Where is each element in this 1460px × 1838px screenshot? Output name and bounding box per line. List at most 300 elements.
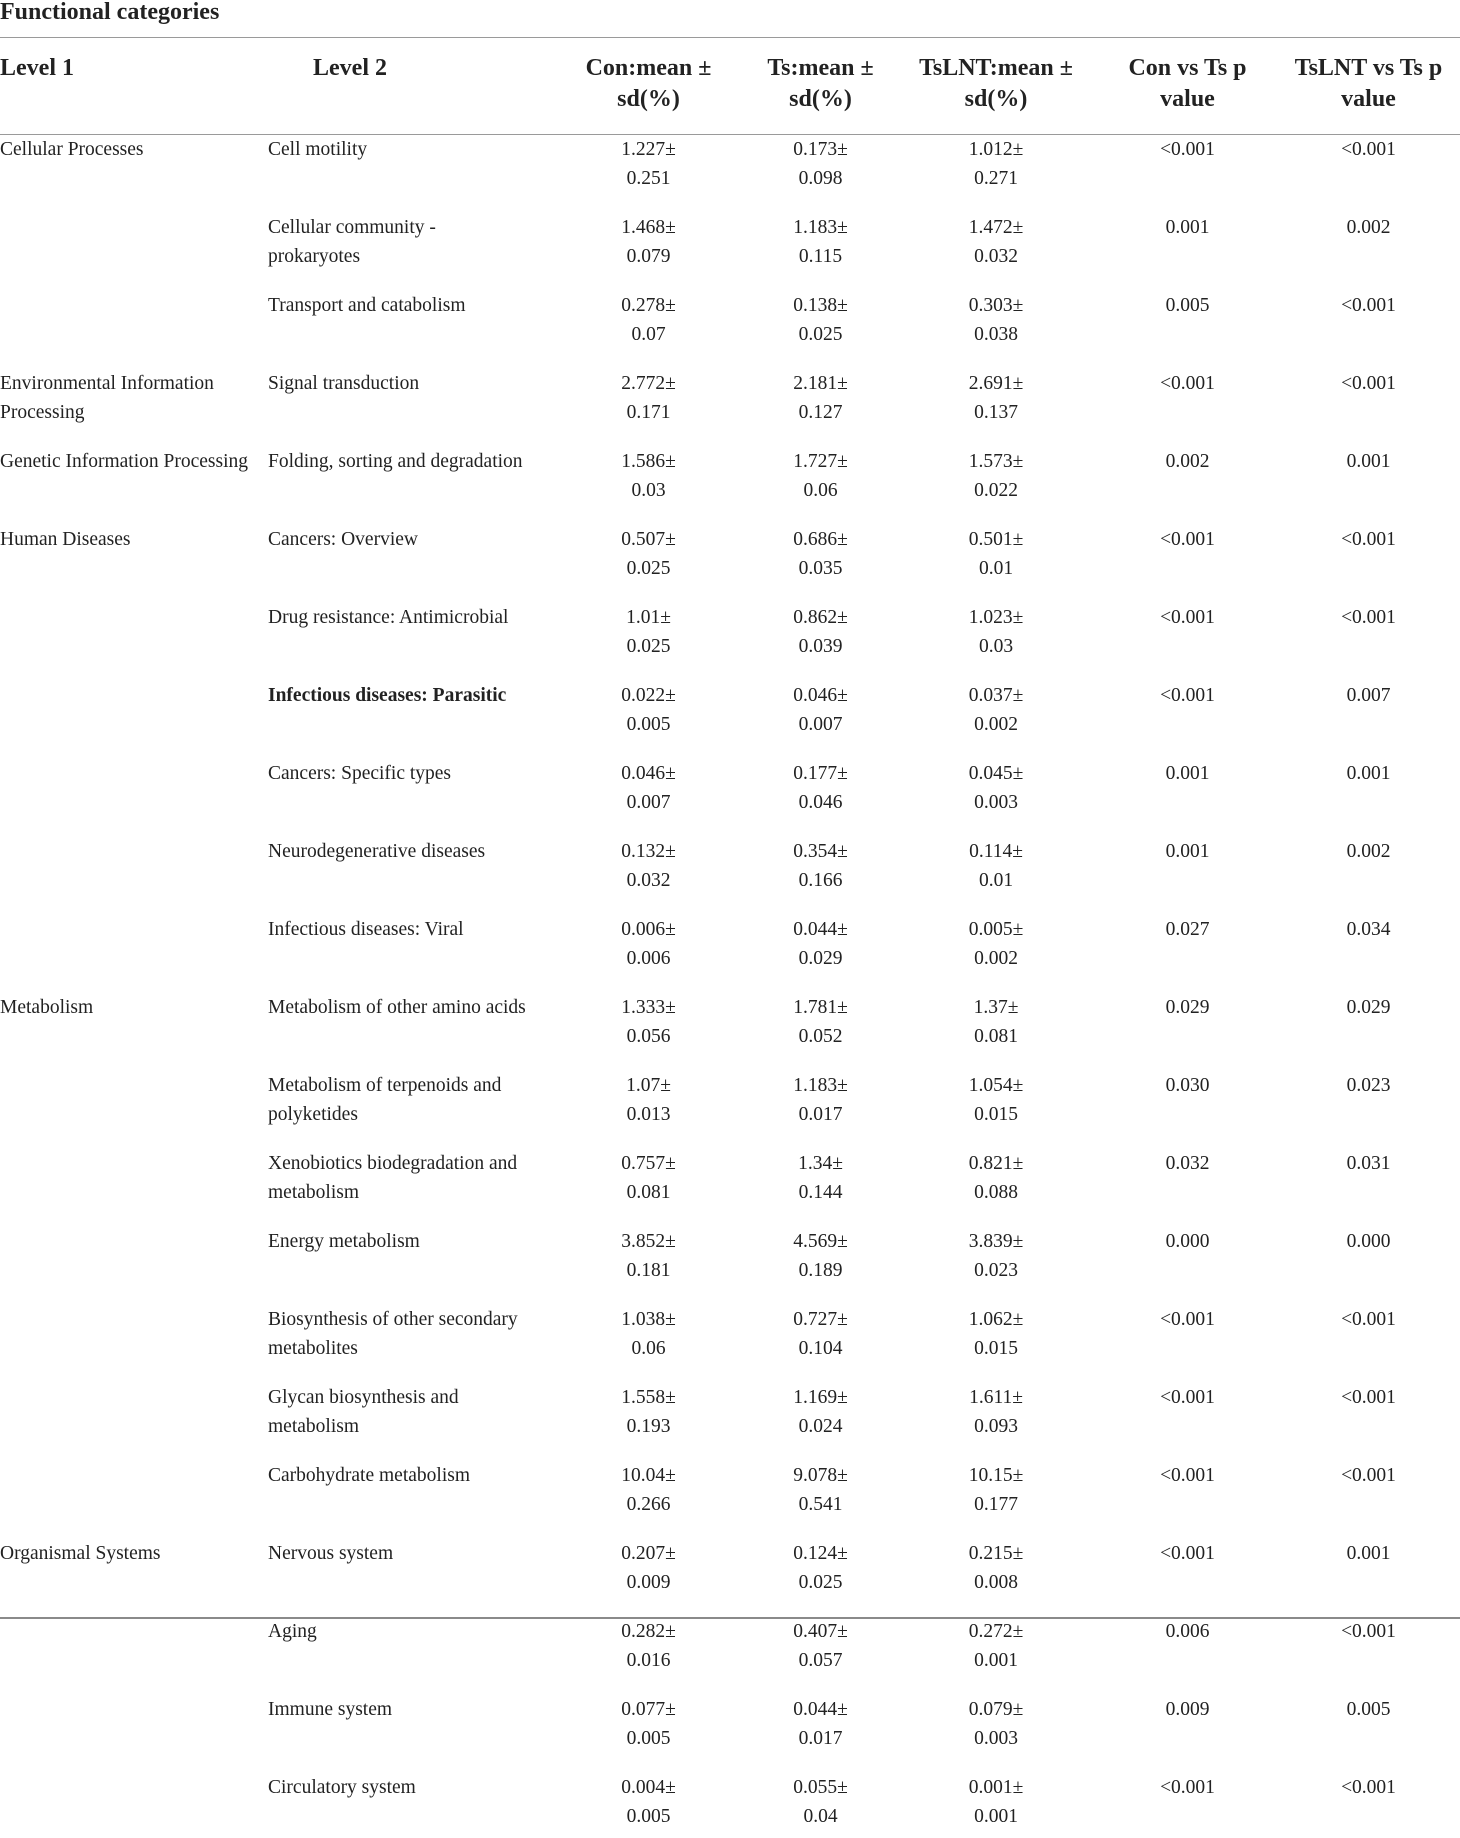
tslnt-cell — [894, 1448, 1098, 1526]
ts-mean: 0.862± — [793, 607, 848, 628]
level1-cell — [0, 1448, 268, 1526]
level2-text: Folding, sorting and degradation — [268, 451, 523, 472]
level1-cell — [0, 115, 268, 200]
tslnt-sd: 0.023 — [974, 1259, 1018, 1281]
con-cell — [550, 1214, 747, 1292]
level2-cell — [268, 668, 550, 746]
ts-sd: 0.104 — [798, 1337, 843, 1359]
con-sd: 0.193 — [626, 1415, 671, 1437]
level2-cell — [268, 1760, 550, 1838]
p-tslnt-ts-value: <0.001 — [1341, 529, 1396, 550]
p-tslnt-ts-value: <0.001 — [1341, 295, 1396, 316]
p-tslnt-ts-cell — [1277, 1682, 1460, 1760]
p-tslnt-ts-cell — [1277, 1292, 1460, 1370]
level2-cell — [268, 115, 550, 200]
ts-cell — [747, 668, 894, 746]
tslnt-sd: 0.088 — [974, 1181, 1018, 1203]
con-cell — [550, 1604, 747, 1682]
tslnt-sd: 0.271 — [974, 167, 1018, 189]
ts-cell — [747, 1214, 894, 1292]
tslnt-sd: 0.081 — [974, 1025, 1018, 1047]
tslnt-sd: 0.03 — [978, 635, 1014, 657]
con-mean: 0.507± — [621, 529, 676, 550]
tslnt-cell — [894, 200, 1098, 278]
con-cell — [550, 590, 747, 668]
ts-mean: 0.686± — [793, 529, 848, 550]
ts-mean: 1.183± — [793, 217, 848, 238]
ts-sd: 0.189 — [798, 1259, 843, 1281]
p-con-ts-cell — [1098, 115, 1277, 200]
level2-cell — [268, 1604, 550, 1682]
header-p-con-ts-line1: Con vs Ts p — [1128, 55, 1247, 81]
con-cell — [550, 1448, 747, 1526]
ts-sd: 0.115 — [798, 245, 843, 267]
con-cell — [550, 1136, 747, 1214]
p-con-ts-value: <0.001 — [1160, 1465, 1215, 1486]
con-mean: 1.227± — [621, 139, 676, 160]
p-con-ts-cell — [1098, 668, 1277, 746]
p-con-ts-cell — [1098, 980, 1277, 1058]
ts-sd: 0.017 — [798, 1103, 843, 1125]
ts-cell — [747, 1448, 894, 1526]
p-tslnt-ts-value: 0.002 — [1346, 841, 1391, 862]
con-cell — [550, 668, 747, 746]
p-con-ts-value: <0.001 — [1160, 1777, 1215, 1798]
p-tslnt-ts-value: 0.029 — [1346, 997, 1391, 1018]
p-tslnt-ts-cell — [1277, 356, 1460, 434]
header-con-line1: Con:mean ± — [585, 55, 712, 81]
table-row — [0, 668, 1460, 746]
table-row — [0, 1682, 1460, 1760]
p-con-ts-value: <0.001 — [1160, 373, 1215, 394]
header-tslnt-line2: sd(%) — [964, 86, 1028, 112]
tslnt-cell — [894, 1058, 1098, 1136]
level2-cell — [268, 434, 550, 512]
ts-cell — [747, 1370, 894, 1448]
tslnt-sd: 0.032 — [974, 245, 1018, 267]
con-sd: 0.079 — [626, 245, 671, 267]
p-con-ts-cell — [1098, 200, 1277, 278]
p-con-ts-value: 0.001 — [1165, 763, 1210, 784]
tslnt-mean: 0.045± — [968, 763, 1024, 784]
ts-sd: 0.024 — [798, 1415, 843, 1437]
table-row — [0, 902, 1460, 980]
level2-text: Drug resistance: Antimicrobial — [268, 607, 509, 628]
ts-mean: 1.183± — [793, 1075, 848, 1096]
tslnt-mean: 0.303± — [968, 295, 1024, 316]
p-con-ts-value: <0.001 — [1160, 1543, 1215, 1564]
level1-cell — [0, 434, 268, 512]
header-p-tslnt-ts — [1277, 0, 1460, 115]
level2-text: Aging — [268, 1621, 317, 1642]
con-mean: 0.004± — [621, 1777, 676, 1798]
tslnt-mean: 1.573± — [968, 451, 1024, 472]
tslnt-sd: 0.093 — [974, 1415, 1018, 1437]
level1-cell — [0, 1526, 268, 1604]
con-mean: 1.333± — [621, 997, 676, 1018]
table-header — [0, 0, 1460, 115]
ts-cell — [747, 512, 894, 590]
ts-mean: 1.727± — [793, 451, 848, 472]
con-cell — [550, 278, 747, 356]
ts-cell — [747, 824, 894, 902]
level2-cell — [268, 356, 550, 434]
table-row — [0, 1448, 1460, 1526]
tslnt-cell — [894, 512, 1098, 590]
p-con-ts-value: <0.001 — [1160, 1309, 1215, 1330]
p-con-ts-value: 0.006 — [1165, 1621, 1210, 1642]
level1-cell — [0, 512, 268, 590]
ts-sd: 0.098 — [798, 167, 843, 189]
p-con-ts-value: <0.001 — [1160, 1387, 1215, 1408]
con-cell — [550, 356, 747, 434]
level1-text: Organismal Systems — [0, 1543, 161, 1564]
ts-sd: 0.025 — [798, 1571, 843, 1593]
ts-mean: 0.124± — [793, 1543, 848, 1564]
p-tslnt-ts-value: 0.034 — [1346, 919, 1391, 940]
p-con-ts-value: <0.001 — [1160, 685, 1215, 706]
con-mean: 1.586± — [621, 451, 676, 472]
tslnt-sd: 0.003 — [974, 1727, 1018, 1749]
level1-cell — [0, 278, 268, 356]
p-con-ts-value: 0.027 — [1165, 919, 1210, 940]
p-con-ts-value: <0.001 — [1160, 139, 1215, 160]
tslnt-mean: 1.062± — [968, 1309, 1024, 1330]
con-mean: 0.077± — [621, 1699, 676, 1720]
p-tslnt-ts-value: <0.001 — [1341, 1777, 1396, 1798]
con-sd: 0.181 — [626, 1259, 671, 1281]
level1-text: Human Diseases — [0, 529, 131, 550]
tslnt-mean: 1.472± — [968, 217, 1024, 238]
tslnt-cell — [894, 434, 1098, 512]
ts-sd: 0.029 — [798, 947, 843, 969]
tslnt-mean: 0.215± — [968, 1543, 1024, 1564]
table-row — [0, 356, 1460, 434]
header-level1-label: Level 1 — [0, 55, 74, 81]
con-sd: 0.007 — [626, 791, 671, 813]
tslnt-mean: 0.114± — [969, 841, 1023, 862]
con-cell — [550, 1292, 747, 1370]
header-p-tslnt-ts-line1: TsLNT vs Ts p — [1294, 55, 1443, 81]
p-tslnt-ts-value: <0.001 — [1341, 607, 1396, 628]
table-row — [0, 1526, 1460, 1604]
level1-cell — [0, 980, 268, 1058]
ts-mean: 0.044± — [793, 1699, 848, 1720]
level2-cell — [268, 902, 550, 980]
p-con-ts-cell — [1098, 1214, 1277, 1292]
level2-cell — [268, 200, 550, 278]
ts-mean: 0.173± — [793, 139, 848, 160]
header-tslnt-line1: TsLNT:mean ± — [919, 55, 1073, 81]
con-mean: 0.132± — [621, 841, 676, 862]
ts-mean: 0.177± — [793, 763, 848, 784]
ts-sd: 0.025 — [798, 323, 843, 345]
ts-cell — [747, 1058, 894, 1136]
p-tslnt-ts-cell — [1277, 902, 1460, 980]
p-tslnt-ts-value: <0.001 — [1341, 373, 1396, 394]
ts-sd: 0.06 — [803, 479, 838, 501]
ts-mean: 0.138± — [793, 295, 848, 316]
con-mean: 2.772± — [621, 373, 676, 394]
ts-cell — [747, 278, 894, 356]
p-con-ts-cell — [1098, 1526, 1277, 1604]
table-title: Functional categories — [0, 0, 220, 25]
con-mean: 0.278± — [621, 295, 676, 316]
p-tslnt-ts-value: 0.001 — [1346, 763, 1391, 784]
level2-text: Cancers: Specific types — [268, 763, 452, 784]
level1-cell — [0, 1058, 268, 1136]
level1-text: Genetic Information Processing — [0, 451, 249, 472]
p-con-ts-value: 0.005 — [1165, 295, 1210, 316]
tslnt-cell — [894, 590, 1098, 668]
ts-mean: 1.781± — [793, 997, 848, 1018]
tslnt-cell — [894, 1136, 1098, 1214]
table-row — [0, 746, 1460, 824]
level2-cell — [268, 980, 550, 1058]
con-sd: 0.009 — [626, 1571, 671, 1593]
ts-cell — [747, 590, 894, 668]
p-tslnt-ts-cell — [1277, 1058, 1460, 1136]
tslnt-sd: 0.01 — [978, 869, 1014, 891]
con-cell — [550, 1370, 747, 1448]
tslnt-mean: 0.037± — [968, 685, 1024, 706]
ts-mean: 0.407± — [793, 1621, 848, 1642]
p-tslnt-ts-value: 0.000 — [1346, 1231, 1391, 1252]
table-row — [0, 1604, 1460, 1682]
table-row — [0, 1370, 1460, 1448]
tslnt-sd: 0.022 — [974, 479, 1018, 501]
con-mean: 10.04± — [621, 1465, 676, 1486]
p-con-ts-value: 0.000 — [1165, 1231, 1210, 1252]
con-cell — [550, 200, 747, 278]
level1-cell — [0, 1370, 268, 1448]
level2-cell — [268, 1370, 550, 1448]
ts-sd: 0.057 — [798, 1649, 843, 1671]
p-con-ts-value: <0.001 — [1160, 607, 1215, 628]
tslnt-cell — [894, 1370, 1098, 1448]
p-tslnt-ts-cell — [1277, 980, 1460, 1058]
p-tslnt-ts-value: 0.007 — [1346, 685, 1391, 706]
table-body — [0, 115, 1460, 1838]
ts-mean: 1.34± — [798, 1153, 843, 1174]
ts-sd: 0.052 — [798, 1025, 843, 1047]
header-level2-label: Level 2 — [313, 55, 387, 81]
p-tslnt-ts-cell — [1277, 1760, 1460, 1838]
level2-cell — [268, 1526, 550, 1604]
p-tslnt-ts-value: <0.001 — [1341, 1621, 1396, 1642]
ts-sd: 0.144 — [798, 1181, 843, 1203]
con-mean: 0.757± — [621, 1153, 676, 1174]
tslnt-sd: 0.137 — [974, 401, 1018, 423]
p-tslnt-ts-cell — [1277, 200, 1460, 278]
p-tslnt-ts-cell — [1277, 1136, 1460, 1214]
ts-mean: 0.727± — [793, 1309, 848, 1330]
ts-sd: 0.541 — [798, 1493, 843, 1515]
con-mean: 1.07± — [626, 1075, 671, 1096]
p-con-ts-cell — [1098, 824, 1277, 902]
tslnt-mean: 1.054± — [968, 1075, 1024, 1096]
level1-cell — [0, 1136, 268, 1214]
level1-cell — [0, 200, 268, 278]
tslnt-sd: 0.015 — [974, 1337, 1018, 1359]
header-p-con-ts-line2: value — [1160, 86, 1215, 112]
p-tslnt-ts-value: <0.001 — [1341, 1387, 1396, 1408]
con-sd: 0.005 — [626, 1805, 671, 1827]
level2-text: Carbohydrate metabolism — [268, 1465, 470, 1486]
level1-cell — [0, 1760, 268, 1838]
con-cell — [550, 115, 747, 200]
tslnt-mean: 2.691± — [968, 373, 1024, 394]
con-sd: 0.266 — [626, 1493, 671, 1515]
table-row — [0, 1058, 1460, 1136]
table-row — [0, 980, 1460, 1058]
tslnt-cell — [894, 668, 1098, 746]
p-con-ts-cell — [1098, 1292, 1277, 1370]
p-con-ts-value: 0.001 — [1165, 841, 1210, 862]
level2-text: Cell motility — [268, 139, 368, 160]
con-sd: 0.032 — [626, 869, 671, 891]
con-cell — [550, 746, 747, 824]
tslnt-sd: 0.003 — [974, 791, 1018, 813]
p-tslnt-ts-value: 0.031 — [1346, 1153, 1391, 1174]
level2-cell — [268, 746, 550, 824]
ts-sd: 0.017 — [798, 1727, 843, 1749]
p-tslnt-ts-value: 0.005 — [1346, 1699, 1391, 1720]
level2-cell — [268, 1058, 550, 1136]
p-tslnt-ts-cell — [1277, 115, 1460, 200]
ts-cell — [747, 200, 894, 278]
tslnt-sd: 0.015 — [974, 1103, 1018, 1125]
header-con-line2: sd(%) — [617, 86, 680, 112]
level1-cell — [0, 746, 268, 824]
tslnt-mean: 1.37± — [973, 997, 1019, 1018]
header-p-con-ts — [1098, 0, 1277, 115]
p-tslnt-ts-value: 0.023 — [1346, 1075, 1391, 1096]
p-tslnt-ts-cell — [1277, 824, 1460, 902]
level1-cell — [0, 824, 268, 902]
level1-cell — [0, 356, 268, 434]
header-ts-line1: Ts:mean ± — [767, 55, 874, 81]
ts-sd: 0.039 — [798, 635, 843, 657]
level2-cell — [268, 1136, 550, 1214]
p-con-ts-cell — [1098, 1682, 1277, 1760]
tslnt-sd: 0.001 — [974, 1805, 1018, 1827]
tslnt-cell — [894, 1760, 1098, 1838]
tslnt-sd: 0.002 — [974, 947, 1018, 969]
p-con-ts-cell — [1098, 1058, 1277, 1136]
p-tslnt-ts-value: <0.001 — [1341, 1465, 1396, 1486]
p-con-ts-value: 0.029 — [1165, 997, 1210, 1018]
p-con-ts-cell — [1098, 512, 1277, 590]
tslnt-cell — [894, 115, 1098, 200]
ts-sd: 0.046 — [798, 791, 843, 813]
p-con-ts-cell — [1098, 1448, 1277, 1526]
con-mean: 0.046± — [621, 763, 676, 784]
ts-sd: 0.035 — [798, 557, 843, 579]
tslnt-mean: 0.005± — [968, 919, 1024, 940]
con-sd: 0.251 — [626, 167, 671, 189]
level1-cell — [0, 1292, 268, 1370]
p-con-ts-cell — [1098, 590, 1277, 668]
header-tslnt — [894, 0, 1098, 115]
level2-text: Infectious diseases: Parasitic — [268, 685, 507, 706]
table-row — [0, 278, 1460, 356]
header-level1 — [0, 0, 268, 115]
p-tslnt-ts-cell — [1277, 434, 1460, 512]
p-tslnt-ts-cell — [1277, 278, 1460, 356]
header-con — [550, 0, 747, 115]
level2-text: Immune system — [268, 1699, 393, 1720]
con-sd: 0.081 — [626, 1181, 671, 1203]
p-tslnt-ts-value: 0.002 — [1346, 217, 1391, 238]
p-con-ts-cell — [1098, 1136, 1277, 1214]
tslnt-cell — [894, 1292, 1098, 1370]
ts-sd: 0.04 — [803, 1805, 838, 1827]
ts-mean: 4.569± — [793, 1231, 848, 1252]
tslnt-mean: 1.012± — [968, 139, 1024, 160]
table-row — [0, 1760, 1460, 1838]
con-mean: 0.207± — [621, 1543, 676, 1564]
header-ts — [747, 0, 894, 115]
p-tslnt-ts-cell — [1277, 1526, 1460, 1604]
tslnt-sd: 0.008 — [974, 1571, 1018, 1593]
p-tslnt-ts-cell — [1277, 512, 1460, 590]
level2-text: Signal transduction — [268, 373, 420, 394]
con-sd: 0.056 — [626, 1025, 671, 1047]
ts-cell — [747, 746, 894, 824]
ts-cell — [747, 356, 894, 434]
level2-text: Infectious diseases: Viral — [268, 919, 464, 940]
tslnt-cell — [894, 824, 1098, 902]
level2-text: Circulatory system — [268, 1777, 416, 1798]
level2-text: Xenobiotics biodegradation and metabolism — [268, 1153, 518, 1203]
tslnt-mean: 0.079± — [968, 1699, 1024, 1720]
p-con-ts-value: <0.001 — [1160, 529, 1215, 550]
level2-text: Cancers: Overview — [268, 529, 418, 550]
p-tslnt-ts-cell — [1277, 1214, 1460, 1292]
level2-text: Nervous system — [268, 1543, 394, 1564]
tslnt-mean: 0.272± — [968, 1621, 1024, 1642]
ts-cell — [747, 1760, 894, 1838]
table-row — [0, 590, 1460, 668]
level2-cell — [268, 590, 550, 668]
table-row — [0, 115, 1460, 200]
con-mean: 1.468± — [621, 217, 676, 238]
ts-cell — [747, 115, 894, 200]
con-cell — [550, 512, 747, 590]
tslnt-cell — [894, 278, 1098, 356]
level2-cell — [268, 824, 550, 902]
level2-text: Cellular community - prokaryotes — [268, 217, 436, 267]
p-tslnt-ts-cell — [1277, 1370, 1460, 1448]
con-cell — [550, 1526, 747, 1604]
tslnt-sd: 0.038 — [974, 323, 1018, 345]
header-ts-line2: sd(%) — [789, 86, 852, 112]
tslnt-mean: 3.839± — [968, 1231, 1024, 1252]
p-tslnt-ts-cell — [1277, 746, 1460, 824]
con-cell — [550, 980, 747, 1058]
p-tslnt-ts-cell — [1277, 1448, 1460, 1526]
ts-mean: 9.078± — [793, 1465, 848, 1486]
con-mean: 1.558± — [621, 1387, 676, 1408]
level2-text: Energy metabolism — [268, 1231, 420, 1252]
ts-cell — [747, 980, 894, 1058]
p-tslnt-ts-value: 0.001 — [1346, 451, 1391, 472]
level1-text: Metabolism — [0, 997, 94, 1018]
tslnt-cell — [894, 980, 1098, 1058]
p-con-ts-value: 0.001 — [1165, 217, 1210, 238]
level1-cell — [0, 1214, 268, 1292]
